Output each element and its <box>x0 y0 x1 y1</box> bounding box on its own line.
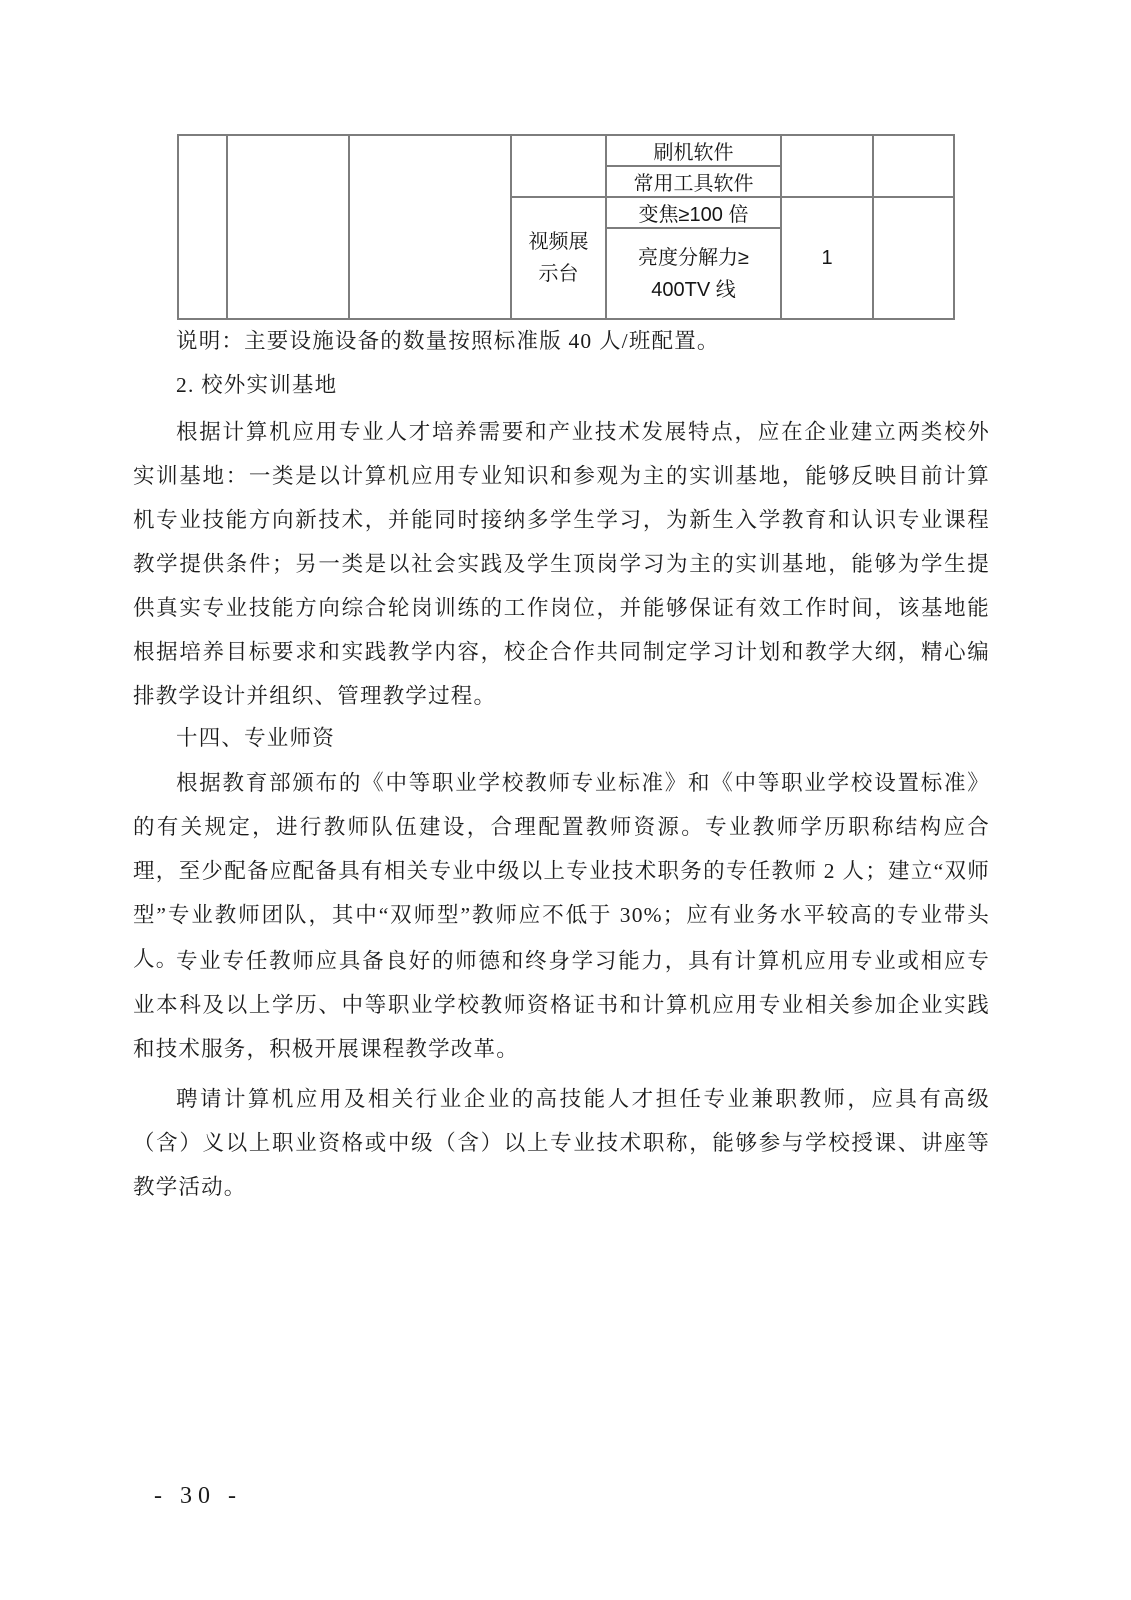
table-cell-empty-c2 <box>227 135 349 319</box>
table-cell-empty-c1 <box>178 135 227 319</box>
table-cell-spec-zoom: 变焦≥100 倍 <box>606 197 781 228</box>
brightness-spec-line2: 400TV 线 <box>651 278 736 301</box>
table-cell-spec-brightness <box>606 228 781 319</box>
section-2-heading: 2. 校外实训基地 <box>176 373 338 397</box>
table-cell-device-video-platform <box>511 197 606 319</box>
table-cell-empty-qty-upper <box>781 135 873 197</box>
device-name-line1: 视频展 <box>528 231 589 253</box>
paragraph-fulltime-teachers: 专业专任教师应具备良好的师德和终身学习能力，具有计算机应用专业或相应专业本科及以上学历、中等职业学校教师资格证书和计算机应用专业相关参加企业实践和技术服务，积极开展课程教学改革。 <box>133 949 990 1061</box>
paragraph-parttime-teachers: 聘请计算机应用及相关行业企业的高技能人才担任专业兼职教师，应具有高级（含）义以上职业资格或中级（含）以上专业技术职称，能够参与学校授课、讲座等教学活动。 <box>133 1087 990 1199</box>
table-cell-empty-c3 <box>349 135 511 319</box>
table-cell-empty-remark-upper <box>873 135 954 197</box>
section-14-heading: 十四、专业师资 <box>176 726 335 750</box>
equipment-spec-table <box>177 134 955 320</box>
brightness-spec-line1: 亮度分解力≥ <box>638 246 749 269</box>
paragraph-teacher-team-building: 根据教育部颁布的《中等职业学校教师专业标准》和《中等职业学校设置标准》的有关规定，进行教师队伍建设，合理配置教师资源。专业教师学历职称结构应合理，至少配备应配备具有相关专业中级以上专业技术职务的专任教师 2 人；建立“双师型”专业教师团队，其中“双师型”教师应不低于 30%；应有业务水平较高的专业带头人。 <box>133 771 990 971</box>
table-cell-spec-flash-software: 刷机软件 <box>606 135 781 166</box>
page-number: - 30 - <box>154 1483 242 1509</box>
table-cell-quantity: 1 <box>781 197 873 319</box>
table-cell-empty-remark-lower <box>873 197 954 319</box>
table-cell-spec-common-tools: 常用工具软件 <box>606 166 781 197</box>
table-cell-empty-device-upper <box>511 135 606 197</box>
paragraph-offcampus-training-base: 根据计算机应用专业人才培养需要和产业技术发展特点，应在企业建立两类校外实训基地：一类是以计算机应用专业知识和参观为主的实训基地，能够反映目前计算机专业技能方向新技术，并能同时接纳多学生学习，为新生入学教育和认识专业课程教学提供条件；另一类是以社会实践及学生顶岗学习为主的实训基地，能够为学生提供真实专业技能方向综合轮岗训练的工作岗位，并能够保证有效工作时间，该基地能根据培养目标要求和实践教学内容，校企合作共同制定学习计划和教学大纲，精心编排教学设计并组织、管理教学过程。 <box>133 420 990 708</box>
device-name-line2: 示台 <box>538 263 579 285</box>
table-note: 说明：主要设施设备的数量按照标准版 40 人/班配置。 <box>176 329 720 353</box>
